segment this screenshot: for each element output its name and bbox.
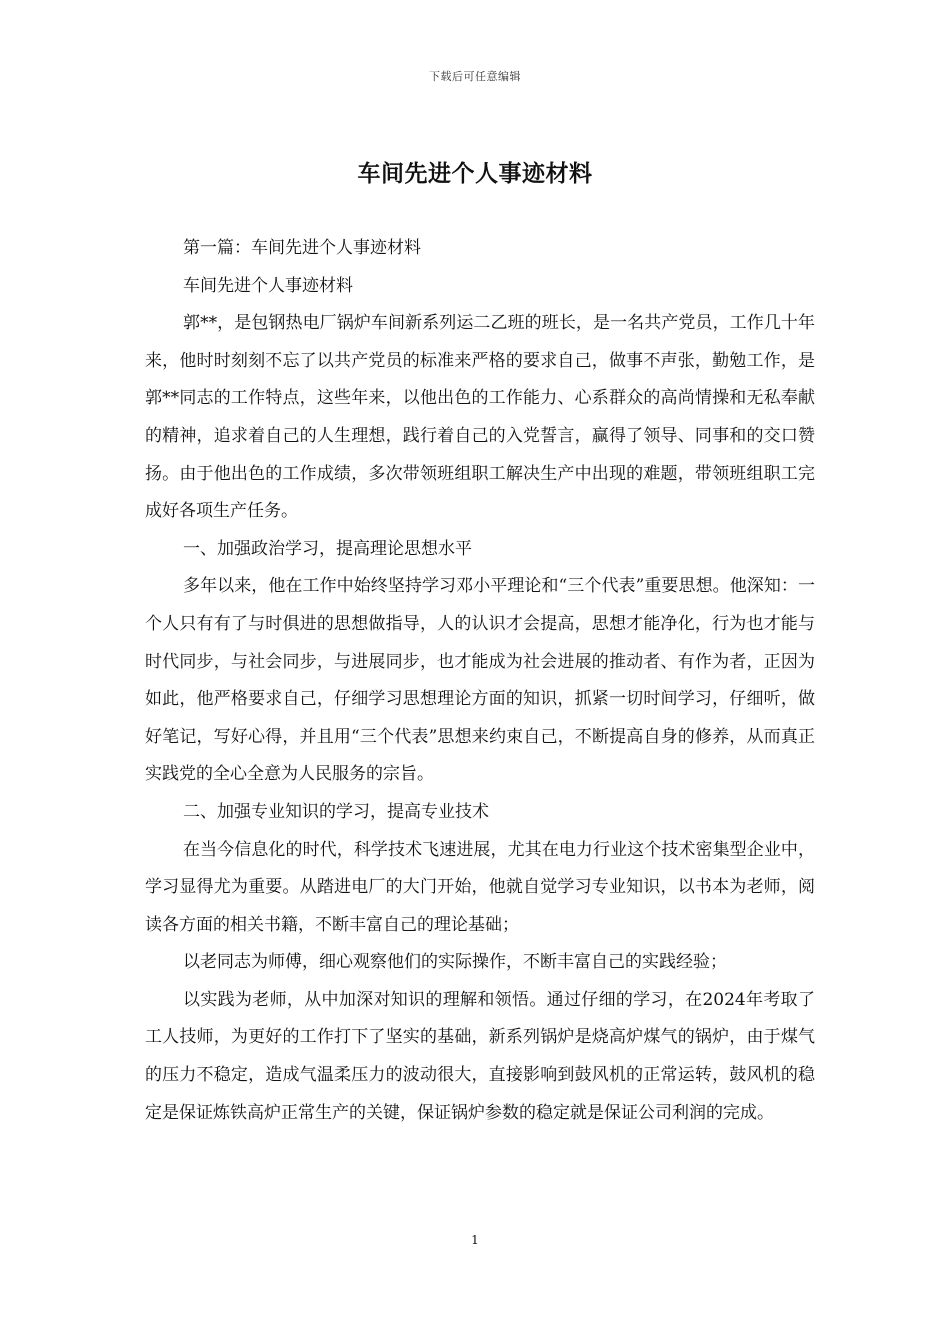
document-title: 车间先进个人事迹材料	[357, 160, 593, 187]
page-number: 1	[471, 1233, 479, 1247]
body-paragraph: 多年以来，他在工作中始终坚持学习邓小平理论和“三个代表”重要思想。他深知：一个人只有有了与时俱进的思想做指导，人的认识才会提高，思想才能净化，行为也才能与时代同步，与社会同步，与进展同步，也才能成为社会进展的推动者、有作为者，正因为如此，他严格要求自己，仔细学习思想理论方面的知识，抓紧一切时间学习，仔细听，做好笔记，写好心得，并且用“三个代表”思想来约束自己，不断提高自身的修养，从而真正实践党的全心全意为人民服务的宗旨。	[145, 576, 815, 785]
section-heading: 二、加强专业知识的学习，提高专业技术	[183, 801, 489, 822]
page-header-note: 下载后可任意编辑	[429, 70, 521, 83]
body-paragraph: 郭**，是包钢热电厂锅炉车间新系列运二乙班的班长，是一名共产党员，工作几十年来，他时时刻刻不忘了以共产党员的标准来严格的要求自己，做事不声张，勤勉工作，是郭**同志的工作特点，这些年来，以他出色的工作能力、心系群众的高尚情操和无私奉献的精神，追求着自己的人生理想，践行着自己的入党誓言，赢得了领导、同事和的交口赞扬。由于他出色的工作成绩，多次带领班组职工解决生产中出现的难题，带领班组职工完成好各项生产任务。	[145, 313, 815, 522]
section-heading: 第一篇：车间先进个人事迹材料	[183, 238, 421, 258]
section-heading: 一、加强政治学习，提高理论思想水平	[183, 538, 472, 559]
subtitle: 车间先进个人事迹材料	[183, 275, 353, 296]
body-paragraph: 以实践为老师，从中加深对知识的理解和领悟。通过仔细的学习，在2024年考取了工人技师，为更好的工作打下了坚实的基础，新系列锅炉是烧高炉煤气的锅炉，由于煤气的压力不稳定，造成气温柔压力的波动很大，直接影响到鼓风机的正常运转，鼓风机的稳定是保证炼铁高炉正常生产的关键，保证锅炉参数的稳定就是保证公司利润的完成。	[145, 989, 815, 1123]
body-paragraph: 以老同志为师傅，细心观察他们的实际操作，不断丰富自己的实践经验；	[183, 952, 727, 973]
body-paragraph: 在当今信息化的时代，科学技术飞速进展，尤其在电力行业这个技术密集型企业中，学习显得尤为重要。从踏进电厂的大门开始，他就自觉学习专业知识，以书本为老师，阅读各方面的相关书籍，不断丰富自己的理论基础；	[145, 839, 815, 935]
document-body	[145, 230, 815, 1132]
